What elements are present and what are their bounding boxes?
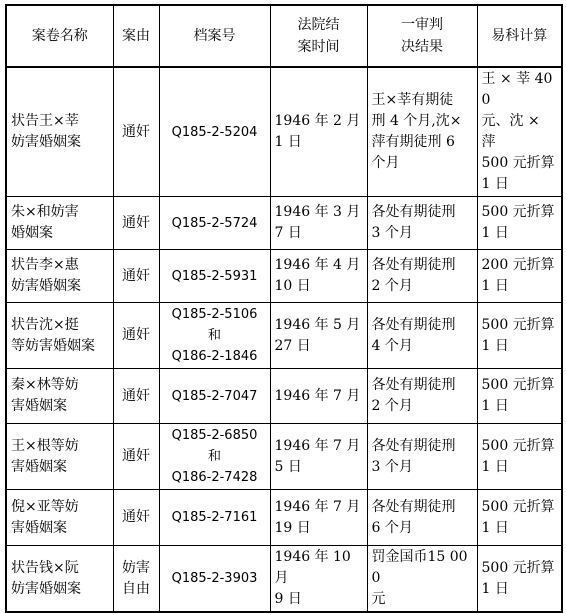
cell-case-name: 朱×和妨害 婚姻案	[6, 197, 113, 250]
cell-case-name: 状告钱×阮 妨害婚姻案	[6, 546, 113, 613]
header-first-instance: 一审判 决结果	[367, 5, 477, 67]
cell-court-date: 1946 年 5 月 27 日	[270, 303, 367, 369]
cell-cause: 妨害 自由	[113, 546, 159, 613]
cell-court-date: 1946 年 3 月 7 日	[270, 197, 367, 250]
table-row	[6, 369, 562, 424]
cell-case-name: 王×根等妨 害婚姻案	[6, 424, 113, 490]
cell-first-instance: 各处有期徒刑 4 个月	[367, 303, 477, 369]
cell-case-name: 秦×林等妨 害婚姻案	[6, 369, 113, 424]
table-row	[6, 67, 562, 197]
cell-first-instance: 各处有期徒刑 3 个月	[367, 424, 477, 490]
cell-fee: 王 × 莘 400 元、沈 × 萍 500 元折算 1 日	[477, 67, 562, 197]
cell-case-name: 状告李×惠 妨害婚姻案	[6, 250, 113, 303]
cell-archive-no: Q185-2-5724	[159, 197, 270, 250]
cell-archive-no: Q185-2-5106 和 Q186-2-1846	[159, 303, 270, 369]
cell-cause: 通奸	[113, 369, 159, 424]
cell-fee: 500 元折算 1 日	[477, 546, 562, 613]
cell-cause: 通奸	[113, 250, 159, 303]
table-body	[6, 67, 562, 612]
cell-court-date: 1946 年 2 月 1 日	[270, 67, 367, 197]
table-row	[6, 546, 562, 613]
cell-fee: 500 元折算 1 日	[477, 369, 562, 424]
cell-archive-no: Q185-2-7161	[159, 490, 270, 546]
cell-fee: 200 元折算 1 日	[477, 250, 562, 303]
header-fee: 易科计算	[477, 5, 562, 67]
cell-court-date: 1946 年 4 月 10 日	[270, 250, 367, 303]
cell-archive-no: Q185-2-7047	[159, 369, 270, 424]
cell-first-instance: 各处有期徒刑 2 个月	[367, 250, 477, 303]
cell-archive-no: Q185-2-6850 和 Q186-2-7428	[159, 424, 270, 490]
table-row	[6, 250, 562, 303]
cell-case-name: 倪×亚等妨 害婚姻案	[6, 490, 113, 546]
cell-first-instance: 王×莘有期徒 刑 4 个月,沈× 萍有期徒刑 6 个月	[367, 67, 477, 197]
cell-fee: 500 元折算 1 日	[477, 197, 562, 250]
cell-archive-no: Q185-2-3903	[159, 546, 270, 613]
header-archive-no: 档案号	[159, 5, 270, 67]
table-header	[6, 5, 562, 67]
cell-cause: 通奸	[113, 490, 159, 546]
cell-cause: 通奸	[113, 197, 159, 250]
table-row	[6, 303, 562, 369]
table-row	[6, 424, 562, 490]
header-cause: 案由	[113, 5, 159, 67]
cell-cause: 通奸	[113, 303, 159, 369]
cell-first-instance: 各处有期徒刑 3 个月	[367, 197, 477, 250]
cell-first-instance: 各处有期徒刑 2 个月	[367, 369, 477, 424]
table-row	[6, 490, 562, 546]
cell-first-instance: 罚金国币15 000 元	[367, 546, 477, 613]
cell-first-instance: 各处有期徒刑 6 个月	[367, 490, 477, 546]
case-table	[5, 4, 563, 613]
cell-archive-no: Q185-2-5204	[159, 67, 270, 197]
cell-court-date: 1946 年 7 月 19 日	[270, 490, 367, 546]
cell-fee: 500 元折算 1 日	[477, 490, 562, 546]
cell-fee: 500 元折算 1 日	[477, 424, 562, 490]
cell-fee: 500 元折算 1 日	[477, 303, 562, 369]
header-row	[6, 5, 562, 67]
cell-court-date: 1946 年 10 月 9 日	[270, 546, 367, 613]
cell-cause: 通奸	[113, 67, 159, 197]
cell-case-name: 状告王×莘 妨害婚姻案	[6, 67, 113, 197]
cell-case-name: 状告沈×挺 等妨害婚姻案	[6, 303, 113, 369]
header-case-name: 案卷名称	[6, 5, 113, 67]
cell-court-date: 1946 年 7 月 5 日	[270, 424, 367, 490]
cell-cause: 通奸	[113, 424, 159, 490]
cell-archive-no: Q185-2-5931	[159, 250, 270, 303]
table-row	[6, 197, 562, 250]
cell-court-date: 1946 年 7 月	[270, 369, 367, 424]
header-court-date: 法院结 案时间	[270, 5, 367, 67]
